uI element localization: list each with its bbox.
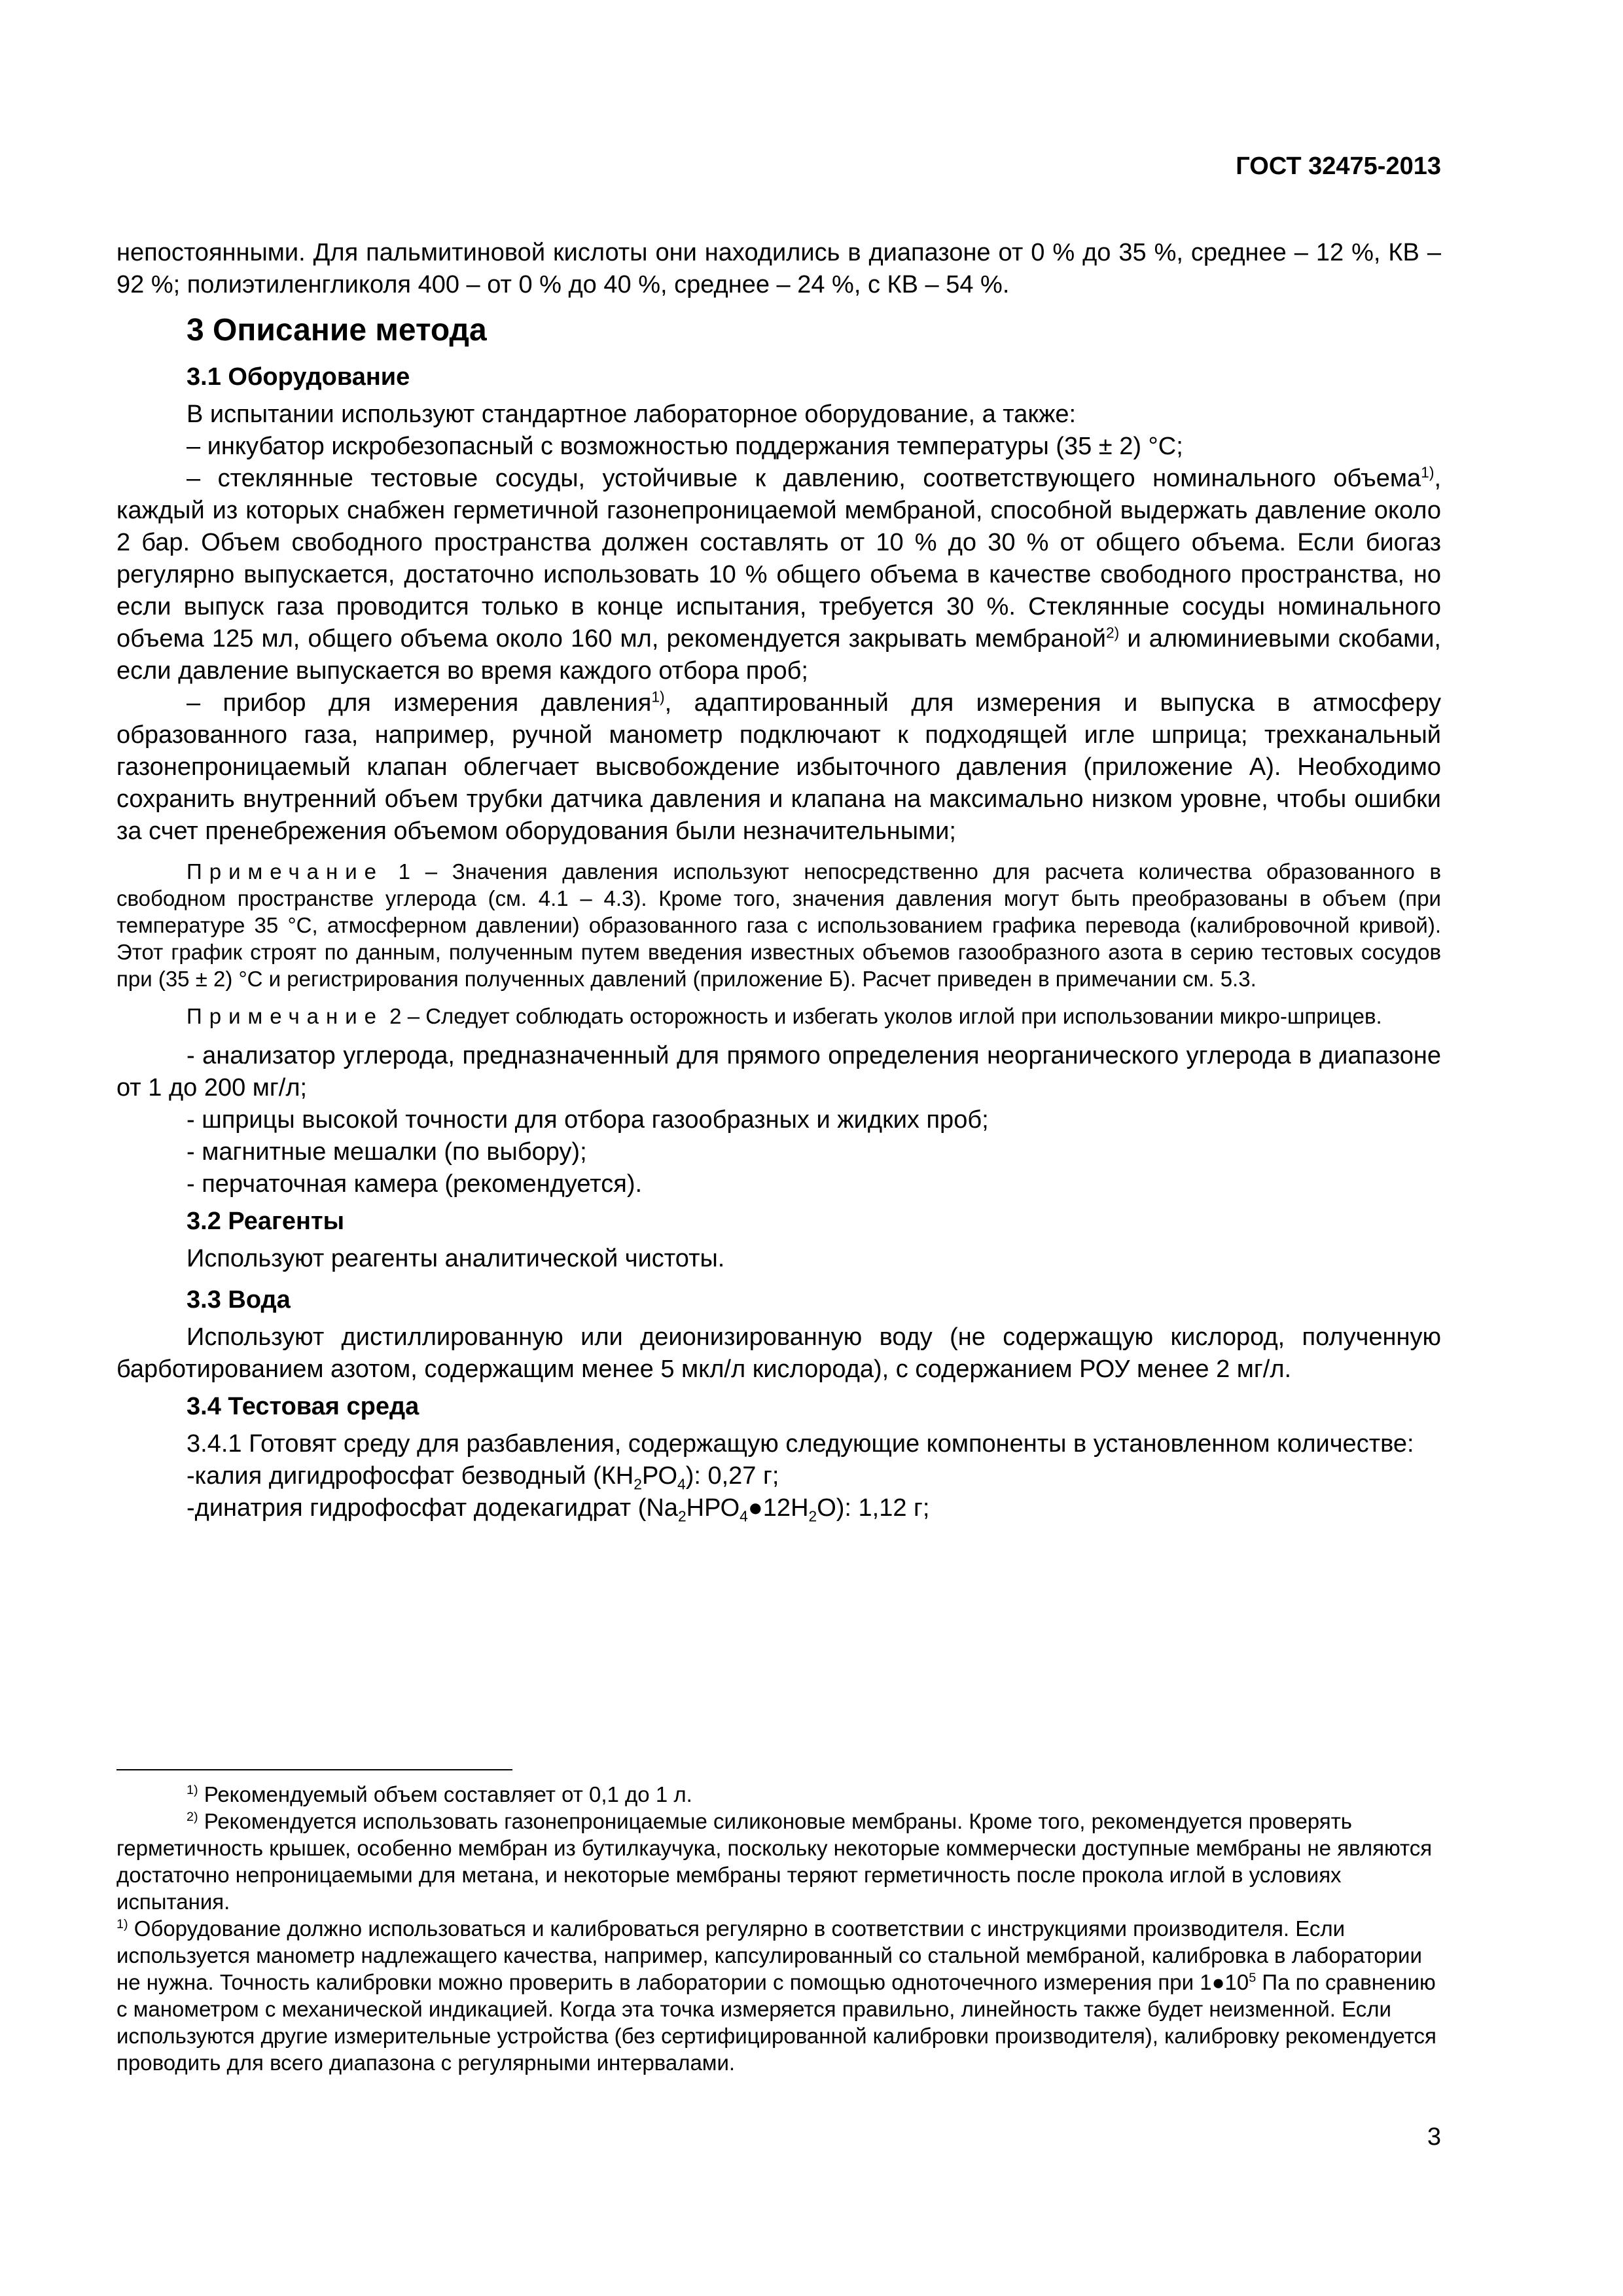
footnote-text: Рекомендуется использовать газонепроницаемые силиконовые мембраны. Кроме того, рекомендуется проверять герметичность крышек, особенно мембран из бутилкаучука, поскольку некоторые коммерчески доступные мембраны не являются достаточно непроницаемыми для метана, и некоторые мембраны теряют герметичность после прокола иглой в условиях испытания. xyxy=(116,1809,1433,1914)
footnote-2 xyxy=(116,1808,1441,1915)
note-label: Примечание xyxy=(187,859,384,884)
equipment-item-stirrers: - магнитные мешалки (по выбору); xyxy=(187,1138,587,1166)
component-kh2po4 xyxy=(116,1460,1441,1492)
doc-code-header: ГОСТ 32475-2013 xyxy=(1236,152,1441,180)
component-text: О): 1,12 г; xyxy=(817,1494,930,1522)
superscript: 5 xyxy=(1249,1971,1257,1985)
footnote-text: Рекомендуемый объем составляет от 0,1 до 1 л. xyxy=(198,1782,692,1806)
water-text: Используют дистиллированную или деионизированную воду (не содержащую кислород, полученную барботированием азотом, содержащим менее 5 мкл/л кислорода), с содержанием РОУ менее 2 мг/л. xyxy=(116,1323,1441,1383)
note-text: 1 – Значения давления используют непосредственно для расчета количества образованного в свободном пространстве углерода (см. 4.1 – 4.3). Кроме того, значения давления могут быть преобразованы в объем (при температуре 35 °С, атмосферном давлении) образованного газа с использованием графика перевода (калибровочной кривой). Этот график строят по данным, полученным путем введения известных объемов газообразного азота в серию тестовых сосудов при (35 ± 2) °С и регистрирования полученных давлений (приложение Б). Расчет приведен в примечании см. 5.3. xyxy=(116,859,1441,991)
page-number: 3 xyxy=(1427,2123,1441,2151)
footnote-text: Па по сравнению с манометром с механической индикацией. Когда эта точка измеряется правильно, линейность также будет неизменной. Если используются другие измерительные устройства (без сертифицированной калибровки производителя), калибровку рекомендуется проводить для всего диапазона с регулярными интервалами. xyxy=(116,1970,1436,2075)
subscript: 2 xyxy=(677,1507,687,1525)
note-text: 2 – Следует соблюдать осторожность и избегать уколов иглой при использовании микро-шприцев. xyxy=(383,1004,1382,1028)
component-text: ): 0,27 г; xyxy=(685,1462,779,1490)
vessels-text-b: , каждый из которых снабжен герметичной газонепроницаемой мембраной, способной выдержать давление около 2 бар. Объем свободного пространства должен составлять от 10 % до 30 % от общего объема. Если биогаз регулярно выпускается, достаточно использовать 10 % общего объема в качестве свободного пространства, но если выпуск газа проводится только в конце испытания, требуется 30 %. Стеклянные сосуды номинального объема 125 мл, общего объема около 160 мл, рекомендуется закрывать мембраной xyxy=(116,465,1441,653)
test-medium-p1: 3.4.1 Готовят среду для разбавления, содержащую следующие компоненты в установленном количестве: xyxy=(187,1430,1414,1458)
intro-paragraph: непостоянными. Для пальмитиновой кислоты они находились в диапазоне от 0 % до 35 %, среднее – 12 %, КВ – 92 %; полиэтиленгликоля 400 – от 0 % до 40 %, среднее – 24 %, с КВ – 54 %. xyxy=(116,239,1441,298)
equipment-item-syringes: - шприцы высокой точности для отбора газообразных и жидких проб; xyxy=(187,1106,989,1134)
footnote-mark: 1) xyxy=(187,1783,198,1797)
footnote-mark: 2) xyxy=(187,1810,198,1824)
equipment-item-vessels xyxy=(116,463,1441,687)
equipment-lead: В испытании используют стандартное лабораторное оборудование, а также: xyxy=(187,401,1077,428)
component-na2hpo4 xyxy=(116,1492,1441,1524)
footnote-mark: 1) xyxy=(116,1917,128,1931)
gauge-text-a: – прибор для измерения давления xyxy=(187,689,652,717)
note-2 xyxy=(116,1003,1441,1030)
gauge-text-b: , адаптированный для измерения и выпуска в атмосферу образованного газа, например, ручной манометр подключают к подходящей игле шприца; трехканальный газонепроницаемый клапан облегчает высвобождение избыточного давления (приложение А). Необходимо сохранить внутренний объем трубки датчика давления и клапана на максимально низком уровне, чтобы ошибки за счет пренебрежения объемом оборудования были незначительными; xyxy=(116,689,1441,845)
subscript: 2 xyxy=(808,1507,817,1525)
component-text: -динатрия гидрофосфат додекагидрат (Na xyxy=(187,1494,678,1522)
vessels-text-a: – стеклянные тестовые сосуды, устойчивые к давлению, соответствующего номинального объема xyxy=(187,465,1421,492)
equipment-item-pressure-gauge xyxy=(116,687,1441,848)
subsection-title-reagents: 3.2 Реагенты xyxy=(187,1208,345,1235)
footnotes xyxy=(116,1781,1441,2076)
footnote-ref: 2) xyxy=(1105,624,1120,641)
footnote-ref: 1) xyxy=(651,688,665,706)
subsection-title-equipment: 3.1 Оборудование xyxy=(187,363,410,391)
component-text: -калия дигидрофосфат безводный (КН xyxy=(187,1462,634,1490)
footnote-3 xyxy=(116,1915,1441,2076)
component-text: НРО xyxy=(686,1494,740,1522)
equipment-item-glovebox: - перчаточная камера (рекомендуется). xyxy=(187,1170,643,1198)
note-1 xyxy=(116,858,1441,992)
equipment-item-carbon-analyzer: - анализатор углерода, предназначенный для прямого определения неорганического углерода в диапазоне от 1 до 200 мг/л; xyxy=(116,1042,1441,1102)
vessels-text-c: и алюминиевыми скобами, если давление выпускается во время каждого отбора проб; xyxy=(116,625,1441,685)
note-label: Примечание xyxy=(187,1004,384,1028)
subscript: 2 xyxy=(633,1475,642,1493)
subscript: 4 xyxy=(740,1507,748,1525)
component-text: РО xyxy=(641,1462,678,1490)
section-title: 3 Описание метода xyxy=(187,313,487,348)
document-body xyxy=(116,237,1441,1524)
subscript: 4 xyxy=(677,1475,686,1493)
equipment-item-incubator: – инкубатор искробезопасный с возможностью поддержания температуры (35 ± 2) °С; xyxy=(187,433,1183,460)
footnote-separator xyxy=(116,1769,512,1770)
document-page xyxy=(116,0,1441,2296)
footnote-ref: 1) xyxy=(1421,463,1435,481)
subsection-title-water: 3.3 Вода xyxy=(187,1286,291,1314)
component-text: ●12Н xyxy=(747,1494,809,1522)
footnote-1 xyxy=(116,1781,1441,1808)
subsection-title-test-medium: 3.4 Тестовая среда xyxy=(187,1393,419,1420)
reagents-text: Используют реагенты аналитической чистоты. xyxy=(187,1245,725,1272)
footnote-text: Оборудование должно использоваться и калиброваться регулярно в соответствии с инструкциями производителя. Если используется манометр надлежащего качества, например, капсулированный со стальной мембраной, калибровка в лаборатории не нужна. Точность калибровки можно проверить в лаборатории с помощью одноточечного измерения при 1●10 xyxy=(116,1916,1422,1994)
